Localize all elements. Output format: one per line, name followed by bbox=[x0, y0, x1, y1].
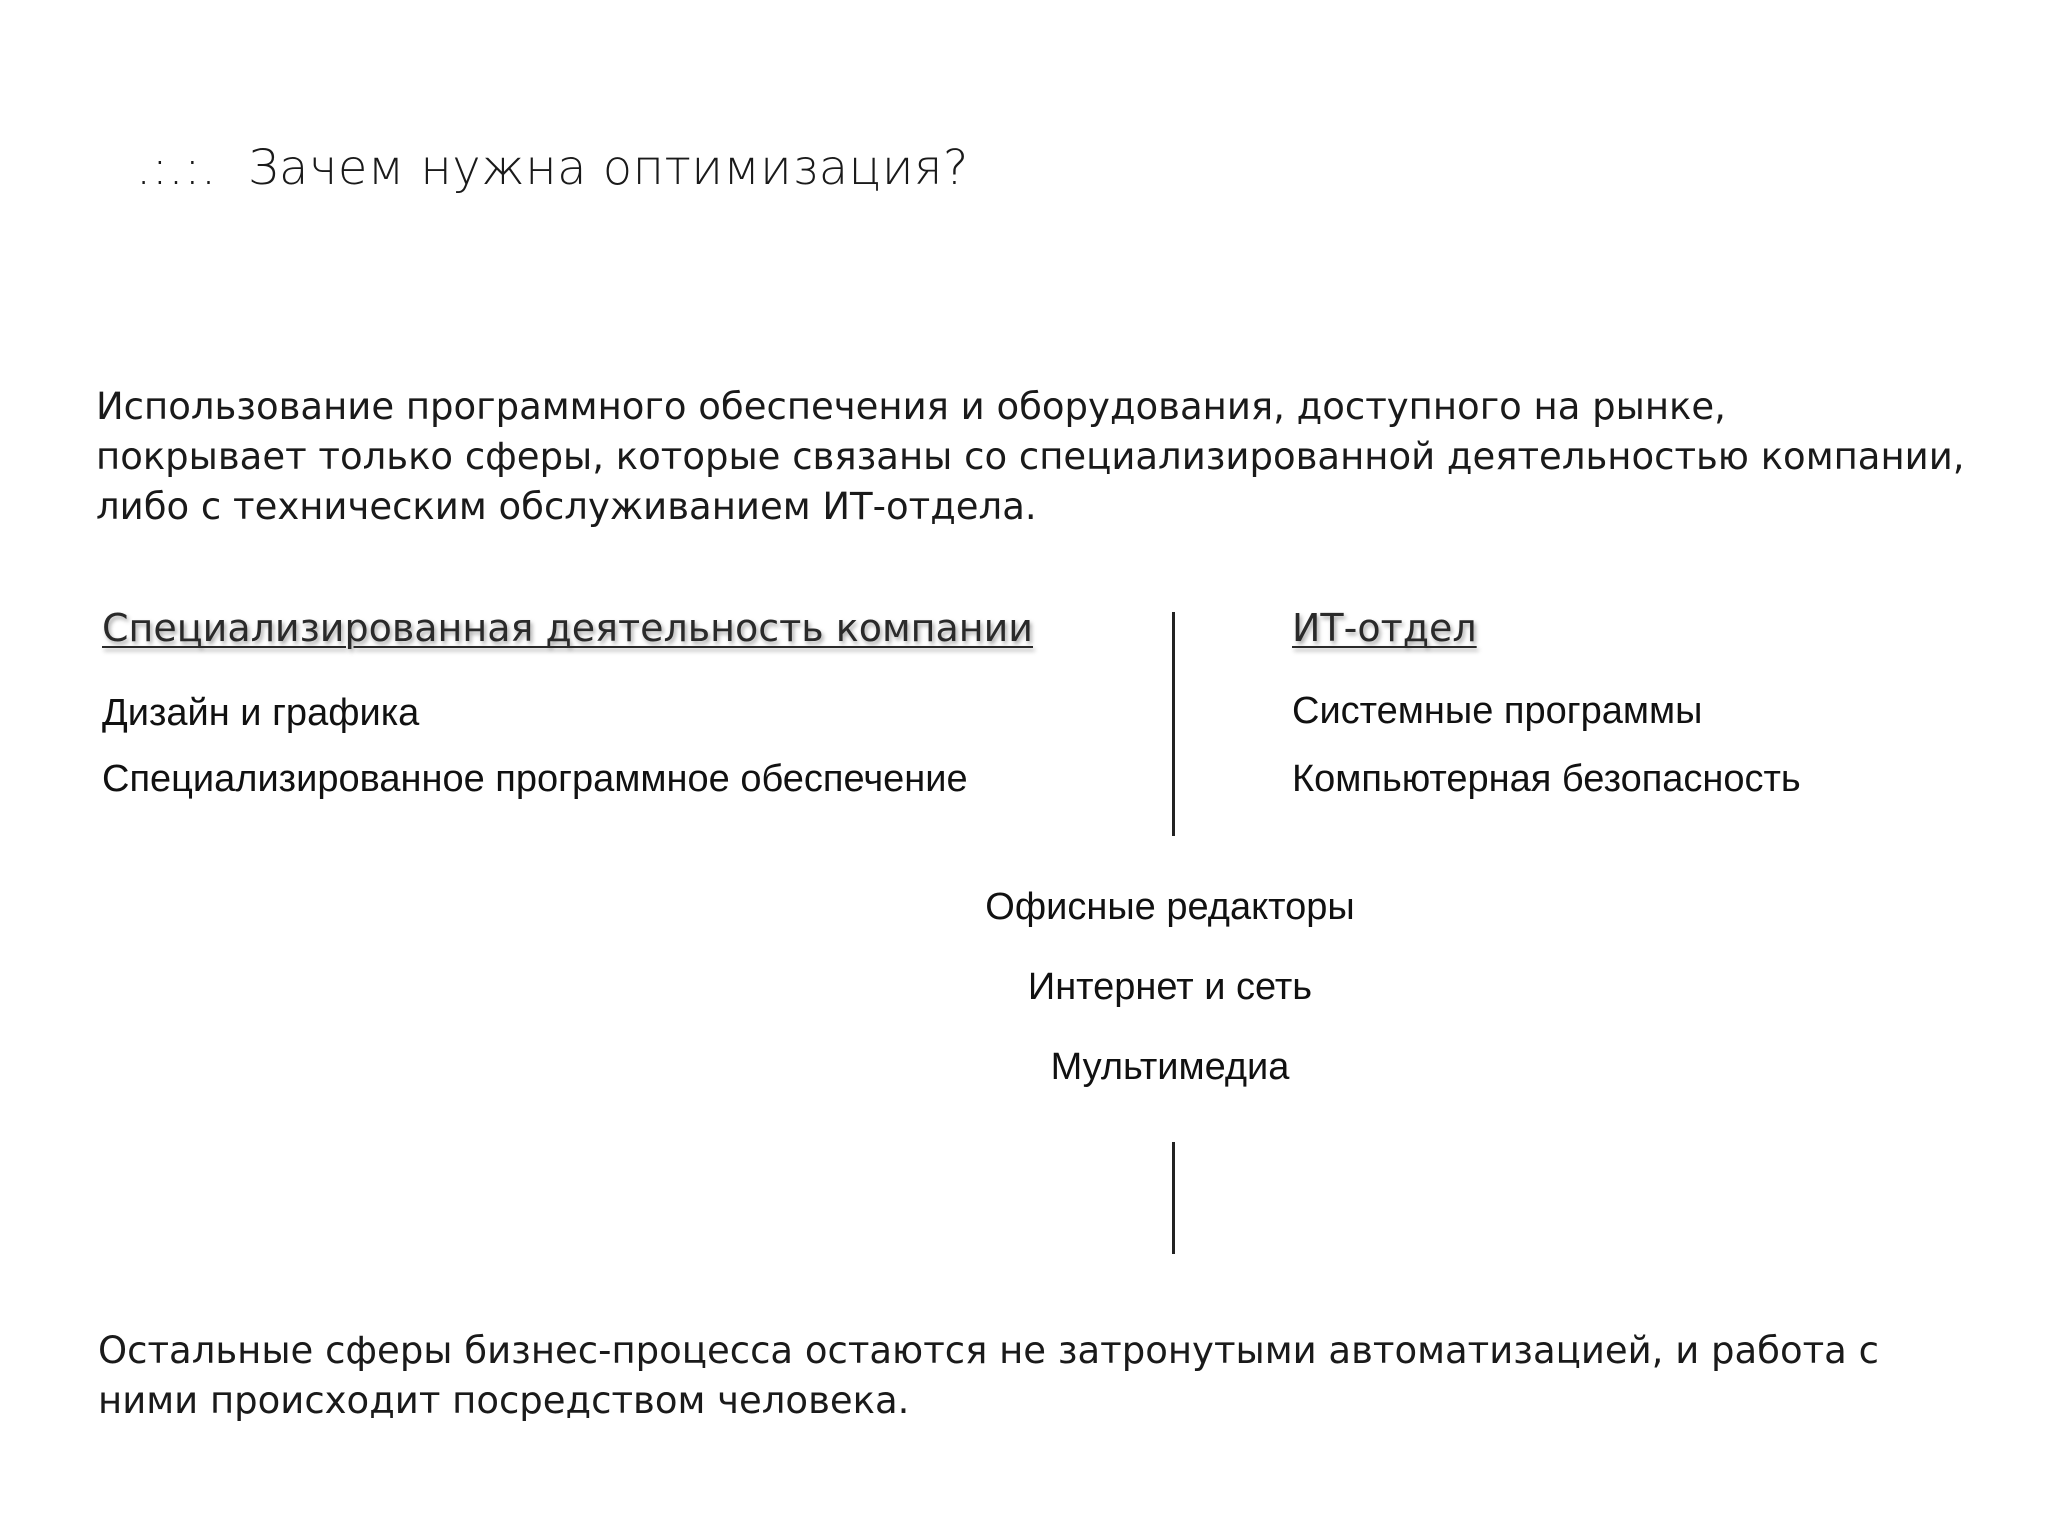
shared-item: Офисные редакторы bbox=[985, 886, 1355, 928]
bottom-divider bbox=[1172, 1142, 1175, 1254]
title-text: Зачем нужна оптимизация? bbox=[248, 140, 969, 196]
outro-line: ними происходит посредством человека. bbox=[98, 1379, 910, 1422]
left-column-item: Дизайн и графика bbox=[102, 692, 420, 734]
intro-line: покрывает только сферы, которые связаны со специализированной деятельностью компании, bbox=[96, 435, 1965, 478]
intro-line: либо с техническим обслуживанием ИТ-отдела. bbox=[96, 485, 1037, 528]
right-column-item: Системные программы bbox=[1292, 690, 1703, 732]
shared-item: Мультимедиа bbox=[1050, 1046, 1290, 1088]
intro-paragraph bbox=[96, 382, 2036, 532]
right-column-item: Компьютерная безопасность bbox=[1292, 758, 1801, 800]
slide-title bbox=[136, 140, 969, 196]
shared-item: Интернет и сеть bbox=[1027, 966, 1313, 1008]
left-column-heading: Специализированная деятельность компании bbox=[102, 606, 1033, 650]
column-divider bbox=[1172, 612, 1175, 836]
outro-paragraph bbox=[98, 1326, 2018, 1426]
intro-line: Использование программного обеспечения и оборудования, доступного на рынке, bbox=[96, 385, 1726, 428]
outro-line: Остальные сферы бизнес-процесса остаются не затронутыми автоматизацией, и работа с bbox=[98, 1329, 1879, 1372]
right-column-heading: ИТ-отдел bbox=[1292, 606, 1477, 650]
title-bullet: .:.:. bbox=[136, 140, 217, 196]
left-column-item: Специализированное программное обеспечение bbox=[102, 758, 968, 800]
